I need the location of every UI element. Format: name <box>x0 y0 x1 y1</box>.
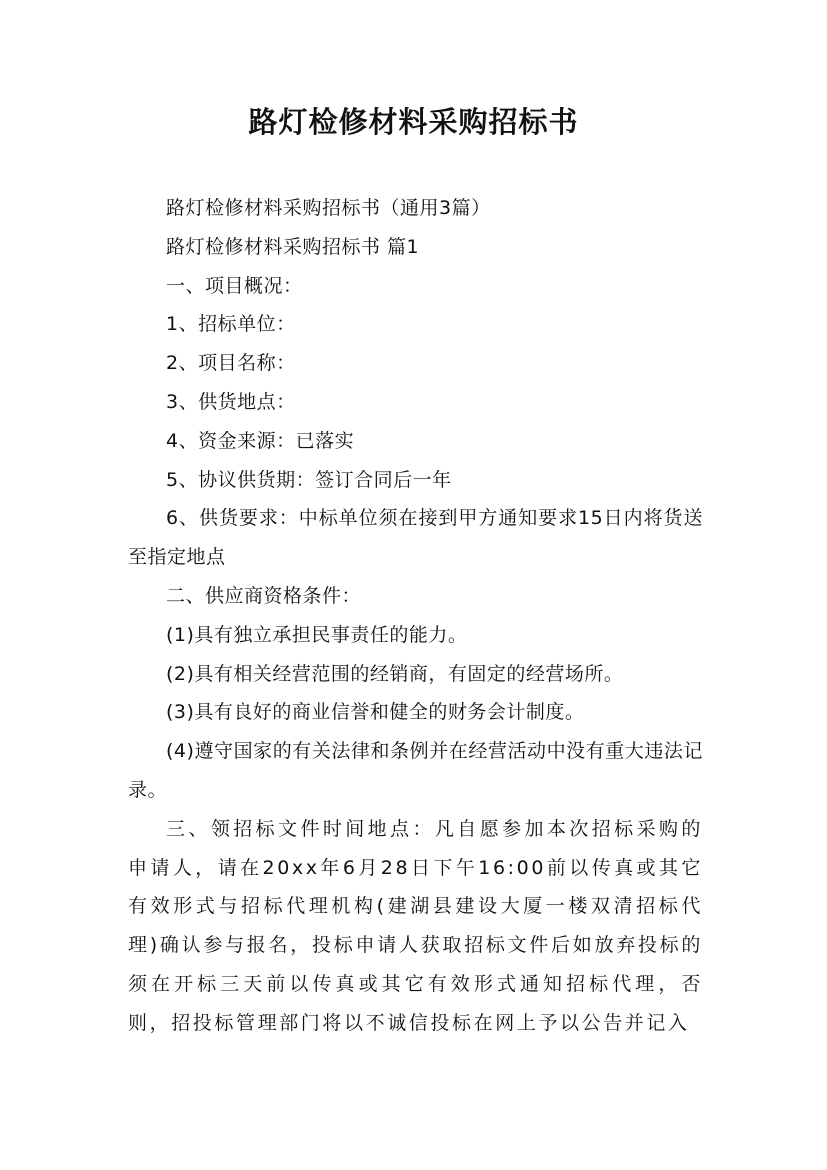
paragraph-item-2: 2、项目名称： <box>166 352 296 375</box>
document-body <box>128 189 703 1043</box>
paragraph-item-1: 1、招标单位： <box>166 313 296 336</box>
paragraph-qualification-3: (3)具有良好的商业信誉和健全的财务会计制度。 <box>166 701 585 724</box>
paragraph-qualification-heading: 二、供应商资格条件： <box>166 584 362 607</box>
paragraph-document-collection: 三、领招标文件时间地点：凡自愿参加本次招标采购的申请人，请在20xx年6月28日下午16:00前以传真或其它有效形式与招标代理机构(建湖县建设大厦一楼双清招标代理)确认参与报名，投标申请人获取招标文件后如放弃投标的须在开标三天前以传真或其它有效形式通知招标代理，否则，招投标管理部门将以不诚信投标在网上予以公告并记入 <box>128 817 703 1034</box>
document-title: 路灯检修材料采购招标书 <box>248 105 579 139</box>
paragraph-qualification-1: (1)具有独立承担民事责任的能力。 <box>166 623 468 646</box>
paragraph-qualification-2: (2)具有相关经营范围的经销商，有固定的经营场所。 <box>166 662 624 685</box>
paragraph-section-heading: 路灯检修材料采购招标书 篇1 <box>166 235 420 258</box>
paragraph-item-6: 6、供货要求：中标单位须在接到甲方通知要求15日内将货送至指定地点 <box>128 507 703 569</box>
paragraph-qualification-4: (4)遵守国家的有关法律和条例并在经营活动中没有重大违法记录。 <box>128 740 703 801</box>
paragraph-item-4: 4、资金来源：已落实 <box>166 429 355 452</box>
paragraph-item-5: 5、协议供货期：签订合同后一年 <box>166 468 452 491</box>
paragraph-item-3: 3、供货地点： <box>166 390 296 413</box>
paragraph-overview-heading: 一、项目概况： <box>166 274 303 297</box>
paragraph-subtitle: 路灯检修材料采购招标书（通用3篇） <box>166 197 491 219</box>
